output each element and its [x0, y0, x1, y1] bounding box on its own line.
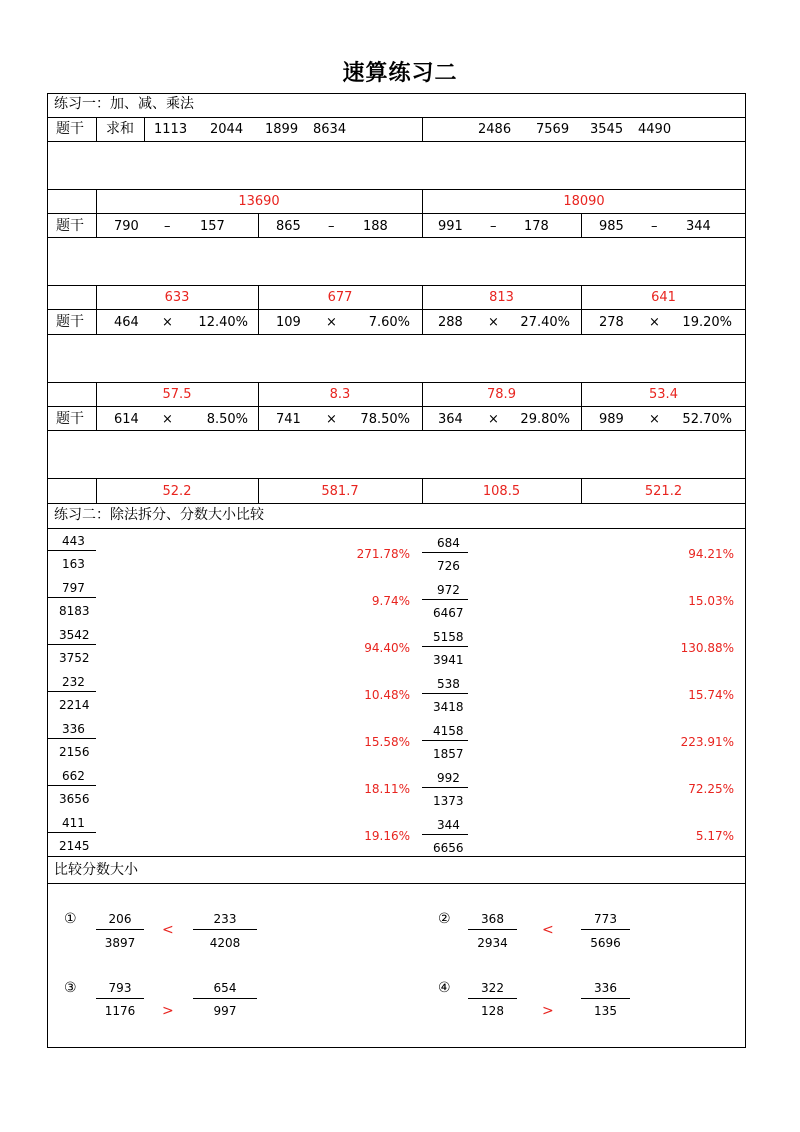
sum-operand: 7569: [536, 122, 570, 137]
operand: 364: [438, 412, 463, 427]
operator: ×: [162, 412, 173, 427]
fraction-numerator: 684: [437, 536, 460, 550]
grid-line: [47, 382, 746, 383]
fraction-denominator: 3752: [59, 651, 90, 665]
fraction-bar: [422, 787, 468, 788]
section2-heading: 练习二：除法拆分、分数大小比较: [54, 507, 264, 523]
subtract-answer: 677: [327, 290, 353, 305]
fraction-denominator: 3418: [433, 700, 464, 714]
operator: ×: [326, 412, 337, 427]
operand: 19.20%: [682, 315, 732, 330]
compare-sign: >: [542, 1003, 554, 1019]
fraction-bar: [422, 599, 468, 600]
subtract-answer: 633: [164, 290, 190, 305]
fraction-numerator: 538: [437, 677, 460, 691]
fraction-bar: [468, 998, 517, 999]
fraction-answer: 130.88%: [680, 641, 734, 655]
item-marker: ④: [438, 980, 451, 996]
sum-operand: 2486: [478, 122, 512, 137]
fraction-denominator: 1176: [104, 1004, 136, 1018]
fraction-answer: 15.58%: [364, 735, 410, 749]
compare-sign: >: [162, 1003, 174, 1019]
page-title: 速算练习二: [342, 61, 458, 86]
fraction-bar: [422, 834, 468, 835]
fraction-numerator: 336: [594, 981, 617, 995]
operand: 27.40%: [520, 315, 570, 330]
operator: –: [328, 219, 335, 234]
fraction-denominator: 1373: [433, 794, 464, 808]
fraction-bar: [47, 550, 96, 551]
fraction-numerator: 5158: [433, 630, 464, 644]
fraction-answer: 72.25%: [688, 782, 734, 796]
grid-line: [144, 117, 145, 141]
grid-line: [47, 430, 746, 431]
operator: ×: [649, 315, 660, 330]
fraction-answer: 5.17%: [695, 829, 734, 843]
subtract-answer: 813: [489, 290, 514, 305]
operator: ×: [488, 315, 499, 330]
multiply-answer: 8.3: [329, 387, 351, 402]
fraction-numerator: 411: [62, 816, 85, 830]
fraction-answer: 94.40%: [364, 641, 410, 655]
sum-operand: 1113: [154, 122, 188, 137]
multiply-answer: 521.2: [644, 484, 683, 499]
operand: 12.40%: [198, 315, 248, 330]
operand: 985: [599, 219, 624, 234]
multiply-answer: 78.9: [487, 387, 516, 402]
fraction-bar: [422, 693, 468, 694]
operator: –: [651, 219, 658, 234]
grid-line: [47, 117, 746, 118]
grid-line: [47, 141, 746, 142]
section3-heading: 比较分数大小: [54, 862, 138, 878]
fraction-denominator: 726: [437, 559, 460, 573]
grid-line: [258, 213, 259, 237]
item-marker: ①: [64, 911, 77, 927]
fraction-bar: [96, 998, 144, 999]
fraction-denominator: 3656: [59, 792, 90, 806]
fraction-denominator: 3941: [433, 653, 464, 667]
fraction-bar: [193, 929, 257, 930]
fraction-denominator: 2934: [477, 936, 508, 950]
operand: 278: [599, 315, 624, 330]
operator: ×: [162, 315, 173, 330]
fraction-numerator: 336: [62, 722, 85, 736]
operand: 52.70%: [682, 412, 732, 427]
operator: ×: [649, 412, 660, 427]
operand: 188: [363, 219, 388, 234]
fraction-numerator: 793: [108, 981, 132, 995]
sum-label: 求和: [106, 121, 134, 137]
fraction-answer: 10.48%: [364, 688, 410, 702]
sum-operand: 4490: [638, 122, 672, 137]
fraction-numerator: 992: [437, 771, 460, 785]
operand: 464: [114, 315, 139, 330]
grid-line: [47, 334, 746, 335]
row-label: 题干: [56, 218, 84, 234]
fraction-answer: 19.16%: [364, 829, 410, 843]
grid-line: [47, 285, 746, 286]
fraction-answer: 223.91%: [680, 735, 734, 749]
fraction-bar: [47, 738, 96, 739]
fraction-answer: 18.11%: [364, 782, 410, 796]
grid-line: [47, 528, 746, 529]
blank-fraction-bar: [96, 1047, 144, 1048]
fraction-denominator: 128: [481, 1004, 504, 1018]
fraction-bar: [581, 929, 630, 930]
fraction-bar: [468, 929, 517, 930]
blank-fraction-bar: [193, 1047, 257, 1048]
grid-line: [581, 213, 582, 237]
fraction-bar: [422, 740, 468, 741]
multiply-answer: 52.2: [162, 484, 192, 499]
operator: –: [164, 219, 171, 234]
sum-answer: 13690: [238, 194, 280, 209]
operand: 178: [524, 219, 549, 234]
sum-operand: 8634: [313, 122, 347, 137]
operand: 8.50%: [206, 412, 248, 427]
grid-line: [47, 189, 746, 190]
fraction-numerator: 662: [62, 769, 85, 783]
fraction-numerator: 797: [62, 581, 85, 595]
row-label: 题干: [56, 411, 84, 427]
fraction-numerator: 322: [481, 981, 504, 995]
operand: 7.60%: [368, 315, 410, 330]
grid-line: [422, 117, 423, 141]
fraction-numerator: 773: [594, 912, 617, 926]
fraction-answer: 15.03%: [688, 594, 734, 608]
fraction-denominator: 8183: [59, 604, 90, 618]
fraction-numerator: 3542: [59, 628, 90, 642]
sum-operand: 1899: [265, 122, 299, 137]
fraction-bar: [47, 832, 96, 833]
subtract-answer: 641: [651, 290, 676, 305]
multiply-answer: 108.5: [482, 484, 521, 499]
multiply-answer: 581.7: [321, 484, 359, 499]
fraction-answer: 9.74%: [371, 594, 410, 608]
grid-line: [47, 406, 746, 407]
grid-line: [96, 117, 97, 141]
fraction-numerator: 206: [108, 912, 132, 926]
fraction-numerator: 443: [62, 534, 85, 548]
sum-operand: 2044: [210, 122, 244, 137]
operand: 865: [276, 219, 301, 234]
fraction-denominator: 6467: [433, 606, 464, 620]
operand: 288: [438, 315, 463, 330]
operand: 109: [276, 315, 301, 330]
compare-sign: <: [542, 922, 554, 938]
grid-line: [47, 478, 746, 479]
grid-line: [47, 213, 746, 214]
operand: 991: [438, 219, 463, 234]
fraction-numerator: 4158: [433, 724, 464, 738]
grid-line: [47, 503, 746, 504]
fraction-bar: [47, 597, 96, 598]
operand: 741: [276, 412, 301, 427]
row-label: 题干: [56, 314, 84, 330]
fraction-denominator: 2156: [59, 745, 90, 759]
fraction-bar: [422, 552, 468, 553]
fraction-numerator: 233: [213, 912, 237, 926]
grid-line: [47, 237, 746, 238]
fraction-denominator: 6656: [433, 841, 464, 855]
fraction-denominator: 3897: [104, 936, 136, 950]
fraction-denominator: 163: [62, 557, 85, 571]
operator: ×: [326, 315, 337, 330]
sum-operand: 3545: [590, 122, 624, 137]
operand: 78.50%: [360, 412, 410, 427]
operator: ×: [488, 412, 499, 427]
fraction-bar: [581, 998, 630, 999]
fraction-denominator: 2145: [59, 839, 90, 853]
operand: 157: [200, 219, 225, 234]
fraction-answer: 15.74%: [688, 688, 734, 702]
fraction-denominator: 997: [213, 1004, 237, 1018]
fraction-denominator: 1857: [433, 747, 464, 761]
fraction-bar: [193, 998, 257, 999]
fraction-answer: 94.21%: [688, 547, 734, 561]
section1-heading: 练习一：加、减、乘法: [54, 96, 194, 112]
fraction-bar: [422, 646, 468, 647]
fraction-bar: [47, 785, 96, 786]
row-label: 题干: [56, 121, 84, 137]
item-marker: ②: [438, 911, 451, 927]
fraction-numerator: 972: [437, 583, 460, 597]
item-marker: ③: [64, 980, 77, 996]
operand: 614: [114, 412, 139, 427]
blank-fraction-bar: [581, 1047, 630, 1048]
grid-line: [47, 309, 746, 310]
fraction-denominator: 4208: [209, 936, 241, 950]
multiply-answer: 53.4: [649, 387, 678, 402]
fraction-denominator: 2214: [59, 698, 90, 712]
fraction-numerator: 368: [481, 912, 504, 926]
blank-fraction-bar: [468, 1047, 517, 1048]
sum-answer: 18090: [563, 194, 605, 209]
grid-line: [47, 856, 746, 857]
fraction-denominator: 5696: [590, 936, 621, 950]
grid-line: [47, 883, 746, 884]
fraction-numerator: 232: [62, 675, 85, 689]
fraction-denominator: 135: [594, 1004, 617, 1018]
fraction-answer: 271.78%: [356, 547, 410, 561]
operand: 790: [114, 219, 139, 234]
fraction-numerator: 344: [437, 818, 460, 832]
operator: –: [490, 219, 497, 234]
operand: 989: [599, 412, 624, 427]
compare-sign: <: [162, 922, 174, 938]
operand: 29.80%: [520, 412, 570, 427]
fraction-bar: [47, 644, 96, 645]
operand: 344: [686, 219, 711, 234]
fraction-numerator: 654: [213, 981, 237, 995]
fraction-bar: [47, 691, 96, 692]
multiply-answer: 57.5: [162, 387, 192, 402]
fraction-bar: [96, 929, 144, 930]
